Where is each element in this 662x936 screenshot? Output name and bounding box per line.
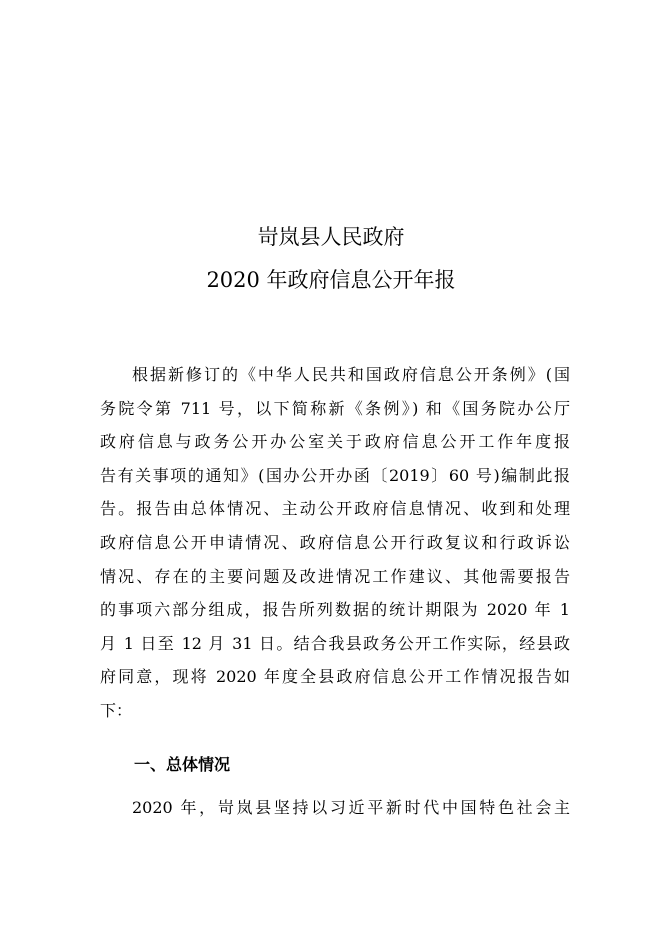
- overview-line: 2020 年，岢岚县坚持以习近平新时代中国特色社会主: [132, 798, 570, 817]
- intro-line: 的事项六部分组成，报告所列数据的统计期限为 2020 年 1: [100, 600, 570, 620]
- intro-line: 府同意，现将 2020 年度全县政府信息公开工作情况报告如: [100, 667, 570, 687]
- intro-line: 政府信息与政务公开办公室关于政府信息公开工作年度报: [100, 432, 570, 452]
- document-title-line2: 2020 年政府信息公开年报: [206, 268, 456, 292]
- intro-line: 告有关事项的通知》(国办公开办函〔2019〕60 号)编制此报: [100, 465, 570, 485]
- intro-paragraph: [100, 358, 570, 728]
- intro-line: 务院令第 711 号，以下简称新《条例》) 和《国务院办公厅: [100, 398, 570, 418]
- intro-line: 情况、存在的主要问题及改进情况工作建议、其他需要报告: [100, 566, 570, 586]
- intro-line: 下：: [100, 700, 133, 720]
- intro-line: 告。报告由总体情况、主动公开政府信息情况、收到和处理: [100, 499, 570, 519]
- intro-line: 月 1 日至 12 月 31 日。结合我县政务公开工作实际，经县政: [100, 633, 570, 653]
- overview-paragraph: [100, 791, 570, 825]
- intro-line: 政府信息公开申请情况、政府信息公开行政复议和行政诉讼: [100, 532, 570, 552]
- document-title-line1: 岢岚县人民政府: [257, 225, 405, 249]
- section-heading-overview: 一、总体情况: [134, 755, 231, 774]
- intro-line: 根据新修订的《中华人民共和国政府信息公开条例》(国: [132, 365, 570, 384]
